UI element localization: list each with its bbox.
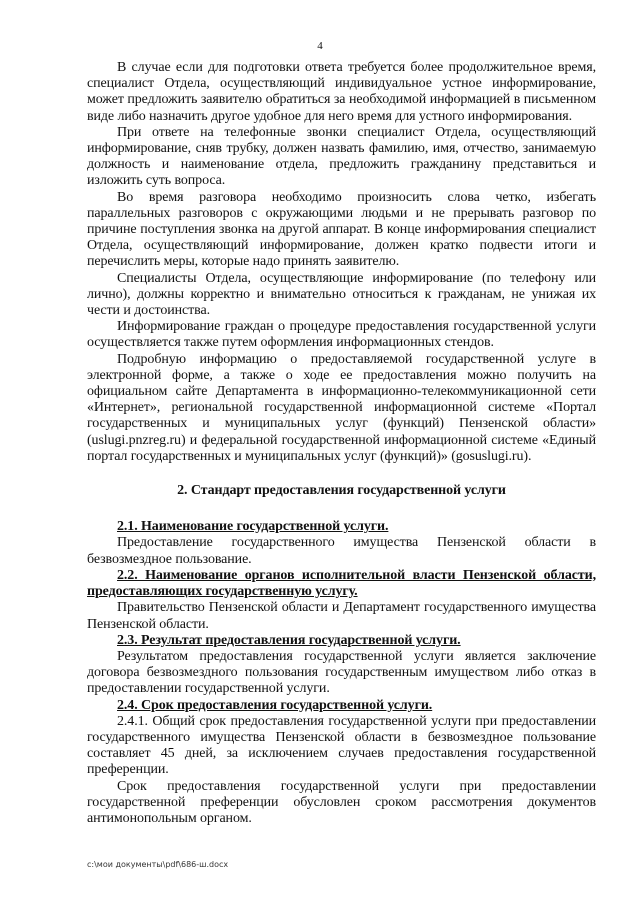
subsection-heading bbox=[87, 519, 596, 535]
subsection-heading bbox=[87, 568, 596, 600]
paragraph: Информирование граждан о процедуре предоставления государственной услуги осуществляется также путем оформления информационных стендов. bbox=[87, 319, 596, 351]
subsection-text: Срок предоставления государственной услуги при предоставлении государственной преференции обусловлен сроком рассмотрения документов антимонопольным органом. bbox=[87, 778, 596, 826]
document-body bbox=[87, 60, 596, 827]
subsection-heading-text: 2.2. Наименование органов исполнительной власти Пензенской области, предоставляющих государственную услугу. bbox=[87, 567, 596, 600]
subsection-heading-text: 2.3. Результат предоставления государственной услуги. bbox=[117, 632, 461, 648]
subsection-text: Предоставление государственного имущества Пензенской области в безвозмездное пользование. bbox=[87, 535, 596, 567]
section-title: 2. Стандарт предоставления государственной услуги bbox=[177, 483, 506, 499]
subsection-heading bbox=[87, 698, 596, 714]
footer-file-path: c:\мои документы\pdf\686-ш.docx bbox=[87, 860, 229, 869]
subsection-text: Результатом предоставления государственной услуги является заключение договора безвозмездного пользования государственным имуществом либо отказ в предоставлении государственной услуги. bbox=[87, 648, 596, 697]
paragraph: Во время разговора необходимо произносить слова четко, избегать параллельных разговоров с окружающими людьми и не прерывать разговор по причине поступления звонка на другой аппарат. В конце информирования специалист Отдела, осуществляющий информирование, должен кратко подвести итоги и перечислить меры, которые надо принять заявителю. bbox=[87, 189, 596, 270]
paragraph: В случае если для подготовки ответа требуется более продолжительное время, специалист Отдела, осуществляющий индивидуальное устное информирование, может предложить заявителю обратиться за необходимой информацией в письменном виде либо назначить другое удобное для него время для устного информирования. bbox=[87, 60, 596, 124]
subsection-heading-text: 2.1. Наименование государственной услуги. bbox=[117, 519, 389, 535]
subsection-heading-text: 2.4. Срок предоставления государственной услуги. bbox=[117, 697, 433, 713]
subsection-text: Правительство Пензенской области и Департамент государственного имущества Пензенской области. bbox=[87, 600, 596, 632]
page-number: 4 bbox=[317, 40, 323, 52]
paragraph: При ответе на телефонные звонки специалист Отдела, осуществляющий информирование, сняв трубку, должен назвать фамилию, имя, отчество, занимаемую должность и наименование отдела, предложить гражданину представиться и изложить суть вопроса. bbox=[87, 124, 596, 189]
subsection-heading bbox=[87, 633, 596, 649]
subsection-text: 2.4.1. Общий срок предоставления государственной услуги при предоставлении государственного имущества Пензенской области в безвозмездное пользование составляет 45 дней, за исключением случаев предоставления государственной преференции. bbox=[87, 713, 596, 778]
paragraph: Специалисты Отдела, осуществляющие информирование (по телефону или лично), должны корректно и внимательно относиться к гражданам, не унижая их чести и достоинства. bbox=[87, 270, 596, 319]
paragraph: Подробную информацию о предоставляемой государственной услуге в электронной форме, а также о ходе ее предоставления можно получить на официальном сайте Департамента в информационно-телекоммуникационной сети «Интернет», региональной государственной информационной системе «Портал государственных и муниципальных услуг (функций) Пензенской области» (uslugi.pnzreg.ru) и федеральной государственной информационной системе «Единый портал государственных и муниципальных услуг (функций)» (gosuslugi.ru). bbox=[87, 351, 596, 464]
